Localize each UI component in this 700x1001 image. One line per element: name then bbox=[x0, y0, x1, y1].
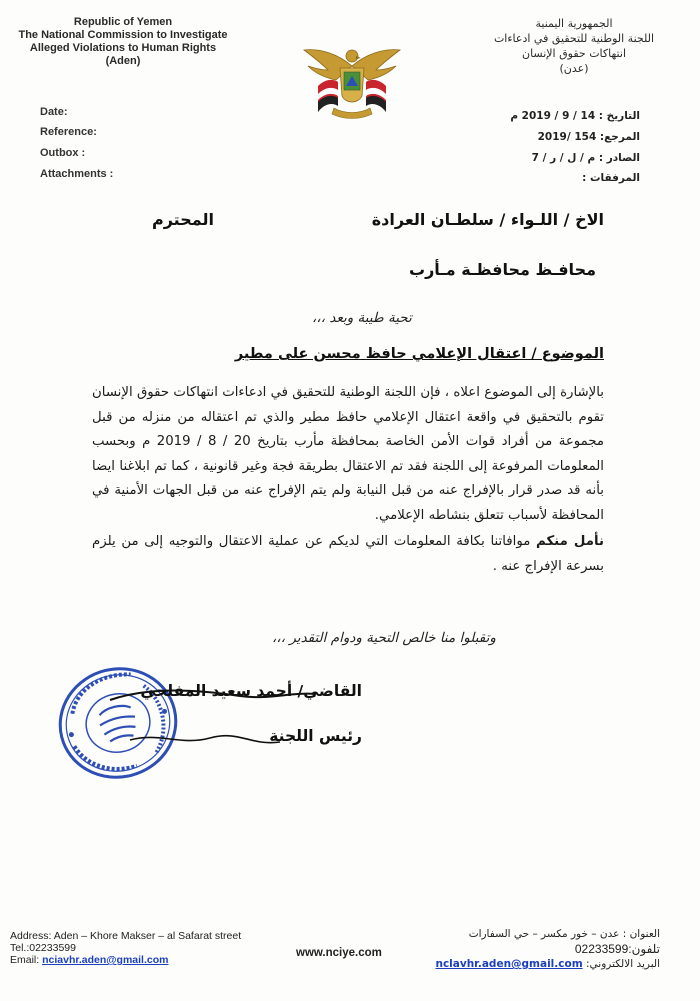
header-en-line3: Alleged Violations to Human Rights bbox=[29, 42, 217, 54]
attachments-ar: المرفقات : bbox=[582, 172, 640, 184]
footer-address-en: Address: Aden – Khore Makser – al Safarat street bbox=[10, 930, 242, 942]
footer-tel-ar: تلفون:02233599 bbox=[574, 942, 660, 956]
body-paragraph-2-lead: نأمل منكم bbox=[536, 534, 604, 549]
greeting: تحية طيبة وبعد ،،، bbox=[312, 310, 412, 326]
footer-email-ar-link[interactable]: nclavhr.aden@gmail.com bbox=[435, 958, 583, 970]
header-ar-line2: اللجنة الوطنية للتحقيق في ادعاءات bbox=[493, 32, 655, 45]
footer-email-ar bbox=[435, 958, 660, 970]
outbox-label: Outbox : bbox=[40, 147, 86, 159]
footer-email-ar-label: البريد الالكتروني: bbox=[582, 958, 660, 970]
footer-tel-en: Tel.:02233599 bbox=[10, 942, 76, 954]
signature-name: القاضي/ أحمد سعيد المفلحي bbox=[140, 682, 362, 700]
header-ar-line1: الجمهورية اليمنية bbox=[535, 17, 613, 30]
header-en-line2: The National Commission to Investigate bbox=[18, 29, 228, 41]
header-en bbox=[18, 16, 228, 68]
header-ar-line3: انتهاكات حقوق الإنسان bbox=[521, 47, 626, 60]
date-ar: التاريخ : 14 / 9 / 2019 م bbox=[510, 110, 640, 122]
reference-ar: المرجع: 154 /2019 bbox=[537, 131, 640, 143]
header-ar-line4: (عدن) bbox=[559, 62, 589, 75]
recipient-title: محافـظ محافظـة مـأرب bbox=[408, 260, 596, 279]
header-en-line1: Republic of Yemen bbox=[73, 16, 173, 28]
recipient-honorific: المحترم bbox=[152, 210, 214, 229]
signature-title: رئيس اللجنة bbox=[269, 727, 362, 745]
attachments-label: Attachments : bbox=[40, 168, 114, 180]
recipient-name: الاخ / اللـواء / سلطـان العرادة bbox=[371, 210, 604, 229]
subject: الموضوع / اعتقال الإعلامي حافظ محسن على مطير bbox=[234, 346, 604, 362]
signature-scribble-icon bbox=[90, 680, 330, 760]
reference-label: Reference: bbox=[40, 126, 97, 138]
body-paragraph-2-rest: موافاتنا بكافة المعلومات التي لديكم عن عملية الاعتقال والتوجيه إلى من يلزم بسرعة الإفراج عنه . bbox=[92, 534, 604, 574]
footer-website[interactable]: www.nciye.com bbox=[296, 947, 382, 959]
footer-email-en-label: Email: bbox=[10, 954, 43, 966]
outbox-ar: الصادر : م / ل / ر / 7 bbox=[531, 152, 640, 164]
closing: وتقبلوا منا خالص التحية ودوام التقدير ،،، bbox=[272, 630, 496, 646]
letter-body bbox=[92, 381, 604, 579]
date-label: Date: bbox=[40, 106, 68, 118]
body-paragraph-1: بالإشارة إلى الموضوع اعلاه ، فإن اللجنة الوطنية للتحقيق في ادعاءات انتهاكات حقوق الإنسان تقوم بالتحقيق في واقعة اعتقال الإعلامي حافظ مطير والذي تم اعتقاله من منزله من قبل مجموعة من أفراد قوات الأمن الخاصة بمحافظة مأرب بتاريخ 20 / 8 / 2019 م وبحسب المعلومات المرفوعة إلى اللجنة فقد تم الاعتقال بطريقة فجة وغير قانونية ، كما تم ابلاغنا ايضا بأنه قد صدر قرار بالإفراج عنه من قبل النيابة ولم يتم الإفراج عنه من قبل الجهات الأمنية في المحافظة لأسباب تتعلق بنشاطه الإعلامي. bbox=[92, 385, 605, 523]
body-paragraph-2 bbox=[92, 530, 604, 579]
footer-email-en bbox=[10, 954, 168, 966]
header-ar bbox=[474, 16, 674, 76]
yemen-emblem-icon bbox=[298, 36, 406, 126]
footer-address-ar: العنوان : عدن – خور مكسر – حي السفارات bbox=[468, 928, 660, 940]
footer-email-en-link[interactable]: nciavhr.aden@gmail.com bbox=[42, 954, 169, 966]
header-en-line4: (Aden) bbox=[105, 55, 141, 67]
